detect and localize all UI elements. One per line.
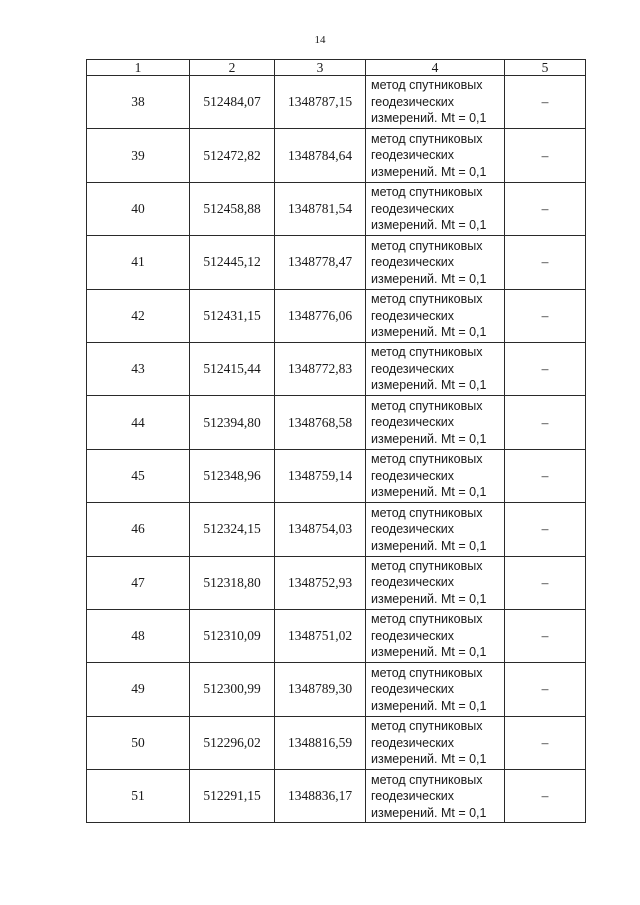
method-line-3: измерений. Mt = 0,1 (371, 431, 487, 446)
coordinate-x: 512310,09 (190, 609, 275, 662)
table-row (87, 76, 586, 129)
method-line-3: измерений. Mt = 0,1 (371, 218, 487, 233)
table-row (87, 449, 586, 502)
coordinate-x: 512296,02 (190, 716, 275, 769)
table-row (87, 289, 586, 342)
table-row (87, 556, 586, 609)
point-number: 44 (87, 396, 190, 449)
note-cell: – (505, 289, 586, 342)
coordinate-x: 512348,96 (190, 449, 275, 502)
table-row (87, 182, 586, 235)
point-number: 41 (87, 236, 190, 289)
coordinates-table (86, 59, 586, 823)
note-cell: – (505, 236, 586, 289)
method-line-3: измерений. Mt = 0,1 (371, 325, 487, 339)
method-line-2: геодезических (371, 735, 455, 750)
point-number: 39 (87, 129, 190, 182)
method-line-3: измерений. Mt = 0,1 (371, 645, 487, 660)
coordinate-x: 512458,88 (190, 182, 275, 235)
method-line-2: геодезических (371, 789, 455, 804)
coordinate-x: 512484,07 (190, 76, 275, 129)
method-line-1: метод спутниковых (371, 665, 483, 680)
method-line-3: измерений. Mt = 0,1 (371, 591, 487, 606)
method-line-1: метод спутниковых (371, 238, 483, 253)
coordinate-x: 512415,44 (190, 342, 275, 395)
method-line-3: измерений. Mt = 0,1 (371, 378, 487, 393)
table-row (87, 503, 586, 556)
method-description (366, 449, 505, 502)
note-cell: – (505, 76, 586, 129)
method-line-2: геодезических (371, 522, 455, 537)
method-description (366, 716, 505, 769)
column-header-3: 3 (275, 60, 366, 76)
method-description (366, 663, 505, 716)
coordinate-y: 1348787,15 (275, 76, 366, 129)
method-description (366, 76, 505, 129)
note-cell: – (505, 609, 586, 662)
method-line-3: измерений. Mt = 0,1 (371, 698, 487, 713)
method-line-3: измерений. Mt = 0,1 (371, 538, 487, 553)
method-line-3: измерений. Mt = 0,1 (371, 271, 487, 286)
point-number: 43 (87, 342, 190, 395)
coordinate-x: 512445,12 (190, 236, 275, 289)
table-row (87, 129, 586, 182)
point-number: 45 (87, 449, 190, 502)
point-number: 51 (87, 770, 190, 823)
point-number: 49 (87, 663, 190, 716)
coordinate-y: 1348776,06 (275, 289, 366, 342)
method-line-2: геодезических (371, 468, 455, 483)
method-line-1: метод спутниковых (371, 772, 483, 787)
method-line-1: метод спутниковых (371, 558, 483, 573)
note-cell: – (505, 716, 586, 769)
method-line-2: геодезических (371, 255, 455, 270)
coordinate-y: 1348778,47 (275, 236, 366, 289)
method-line-1: метод спутниковых (371, 131, 483, 146)
method-description (366, 342, 505, 395)
note-cell: – (505, 770, 586, 823)
method-line-2: геодезических (371, 575, 455, 590)
point-number: 40 (87, 182, 190, 235)
method-line-3: измерений. Mt = 0,1 (371, 805, 487, 820)
coordinate-y: 1348784,64 (275, 129, 366, 182)
note-cell: – (505, 449, 586, 502)
method-line-1: метод спутниковых (371, 78, 483, 93)
table-row (87, 716, 586, 769)
method-description (366, 236, 505, 289)
coordinate-x: 512318,80 (190, 556, 275, 609)
method-line-1: метод спутниковых (371, 345, 483, 360)
method-description (366, 770, 505, 823)
method-line-2: геодезических (371, 682, 455, 697)
method-line-2: геодезических (371, 308, 455, 323)
note-cell: – (505, 396, 586, 449)
method-line-3: измерений. Mt = 0,1 (371, 752, 487, 767)
table-header (87, 60, 586, 76)
method-line-2: геодезических (371, 628, 455, 643)
method-description (366, 556, 505, 609)
note-cell: – (505, 342, 586, 395)
note-cell: – (505, 663, 586, 716)
table-body (87, 76, 586, 823)
coordinate-x: 512431,15 (190, 289, 275, 342)
note-cell: – (505, 182, 586, 235)
coordinate-x: 512472,82 (190, 129, 275, 182)
coordinate-y: 1348836,17 (275, 770, 366, 823)
method-description (366, 503, 505, 556)
coordinate-y: 1348751,02 (275, 609, 366, 662)
table-row (87, 609, 586, 662)
table-row (87, 663, 586, 716)
method-line-3: измерений. Mt = 0,1 (371, 485, 487, 500)
method-description (366, 609, 505, 662)
method-line-2: геодезических (371, 94, 455, 109)
method-line-1: метод спутниковых (371, 185, 483, 200)
method-line-2: геодезических (371, 415, 455, 430)
method-line-2: геодезических (371, 201, 455, 216)
coordinate-x: 512300,99 (190, 663, 275, 716)
note-cell: – (505, 129, 586, 182)
coordinate-x: 512324,15 (190, 503, 275, 556)
coordinate-y: 1348752,93 (275, 556, 366, 609)
method-line-1: метод спутниковых (371, 398, 483, 413)
coordinate-y: 1348754,03 (275, 503, 366, 556)
method-line-1: метод спутниковых (371, 505, 483, 520)
coordinate-y: 1348759,14 (275, 449, 366, 502)
coordinate-x: 512394,80 (190, 396, 275, 449)
column-header-4: 4 (366, 60, 505, 76)
method-description (366, 396, 505, 449)
coordinate-y: 1348772,83 (275, 342, 366, 395)
method-line-2: геодезических (371, 148, 455, 163)
method-description (366, 289, 505, 342)
method-line-1: метод спутниковых (371, 719, 483, 734)
coordinate-y: 1348768,58 (275, 396, 366, 449)
method-line-1: метод спутниковых (371, 612, 483, 627)
method-line-2: геодезических (371, 361, 455, 376)
point-number: 46 (87, 503, 190, 556)
method-description (366, 129, 505, 182)
point-number: 48 (87, 609, 190, 662)
point-number: 50 (87, 716, 190, 769)
page-number: 14 (314, 34, 326, 46)
note-cell: – (505, 556, 586, 609)
column-header-2: 2 (190, 60, 275, 76)
method-line-1: метод спутниковых (371, 452, 483, 467)
coordinate-y: 1348789,30 (275, 663, 366, 716)
coordinate-x: 512291,15 (190, 770, 275, 823)
table-row (87, 770, 586, 823)
table-row (87, 342, 586, 395)
column-header-5: 5 (505, 60, 586, 76)
table-row (87, 396, 586, 449)
point-number: 47 (87, 556, 190, 609)
column-header-1: 1 (87, 60, 190, 76)
header-row (87, 60, 586, 76)
method-line-3: измерений. Mt = 0,1 (371, 111, 487, 126)
point-number: 42 (87, 289, 190, 342)
method-description (366, 182, 505, 235)
method-line-1: метод спутниковых (371, 292, 483, 306)
coordinate-y: 1348781,54 (275, 182, 366, 235)
method-line-3: измерений. Mt = 0,1 (371, 164, 487, 179)
coordinate-y: 1348816,59 (275, 716, 366, 769)
table-row (87, 236, 586, 289)
point-number: 38 (87, 76, 190, 129)
note-cell: – (505, 503, 586, 556)
